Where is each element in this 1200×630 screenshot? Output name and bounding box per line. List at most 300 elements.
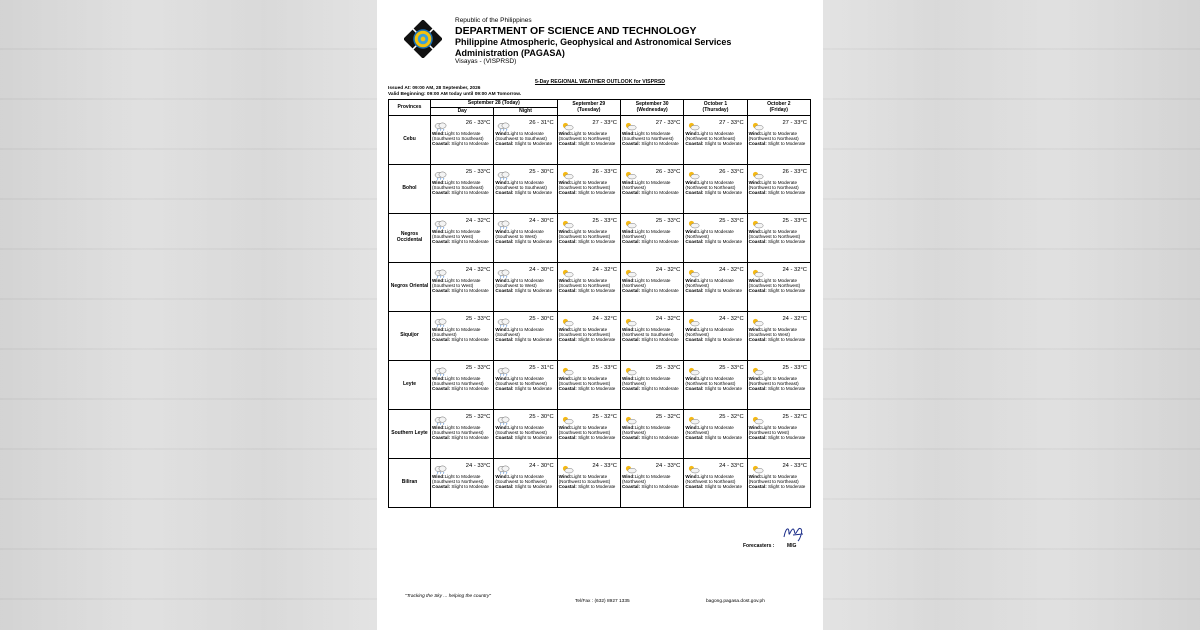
coastal-value: Slight to Moderate (768, 288, 806, 294)
temperature-range: 25 - 33°C (592, 218, 617, 224)
wind-label: Wind: (432, 376, 445, 381)
coastal-value: Slight to Moderate (578, 288, 616, 294)
coastal-label: Coastal: (495, 190, 514, 196)
wind-label: Wind: (685, 131, 699, 136)
forecast-cell (431, 410, 494, 459)
forecast-cell (747, 459, 810, 508)
coastal-label: Coastal: (748, 337, 767, 343)
forecast-cell (557, 116, 620, 165)
temperature-range: 26 - 33°C (465, 120, 491, 126)
province-name: Leyte (389, 361, 431, 410)
footer-website[interactable]: bagong.pagasa.dost.gov.ph (706, 599, 765, 604)
temperature-range: 25 - 33°C (655, 218, 681, 224)
coastal-value: Slight to Moderate (578, 484, 616, 490)
document-title: 5-Day REGIONAL WEATHER OUTLOOK for VISPRSD (534, 79, 666, 85)
wind-value: Light to Moderate (Southwest to Northwest) (748, 229, 801, 240)
forecast-cell (684, 214, 747, 263)
temperature-range: 24 - 32°C (719, 316, 744, 322)
forecast-cell (684, 459, 747, 508)
coastal-value: Slight to Moderate (641, 484, 679, 490)
document-page (377, 0, 823, 630)
wind-label: Wind: (495, 376, 509, 381)
coastal-value: Slight to Moderate (451, 239, 489, 245)
coastal-label: Coastal: (495, 484, 514, 490)
rain-cloud-icon (434, 314, 448, 323)
rain-cloud-icon (434, 216, 448, 225)
forecast-cell (494, 263, 557, 312)
temperature-range: 24 - 32°C (782, 316, 807, 322)
forecast-cell (620, 214, 683, 263)
forecast-cell (620, 410, 683, 459)
wind-value: Light to Moderate (Northwest to Northeast) (685, 474, 736, 485)
forecast-cell (747, 312, 810, 361)
coastal-label: Coastal: (432, 190, 451, 196)
coastal-value: Slight to Moderate (578, 337, 616, 343)
rain-cloud-icon (434, 265, 448, 274)
coastal-label: Coastal: (685, 386, 704, 392)
coastal-label: Coastal: (432, 484, 451, 490)
header-day-3: October 1 (Thursday) (684, 100, 747, 116)
coastal-value: Slight to Moderate (768, 386, 806, 392)
sun-cloud-icon (751, 216, 765, 225)
province-row (389, 410, 811, 459)
rain-cloud-icon (497, 363, 511, 372)
forecast-cell (620, 459, 683, 508)
forecast-cell (620, 165, 683, 214)
temperature-range: 25 - 33°C (592, 365, 617, 371)
wind-label: Wind: (748, 131, 762, 136)
wind-value: Light to Moderate (Northwest to Southwest) (558, 474, 611, 485)
temperature-range: 27 - 33°C (592, 120, 617, 126)
forecast-cell (747, 165, 810, 214)
province-name: Biliran (389, 459, 431, 508)
coastal-label: Coastal: (558, 435, 577, 441)
sun-cloud-icon (687, 314, 701, 323)
temperature-range: 25 - 30°C (529, 169, 554, 175)
wind-value: Light to Moderate (Southwest to Northwest) (558, 376, 611, 387)
province-name: Cebu (389, 116, 431, 165)
coastal-label: Coastal: (432, 435, 451, 441)
wind-label: Wind: (495, 474, 509, 479)
sun-cloud-icon (687, 265, 701, 274)
sun-cloud-icon (624, 167, 638, 176)
sun-cloud-icon (687, 363, 701, 372)
coastal-label: Coastal: (432, 239, 451, 245)
sun-cloud-icon (561, 167, 575, 176)
coastal-value: Slight to Moderate (451, 141, 489, 147)
coastal-label: Coastal: (621, 435, 641, 441)
coastal-value: Slight to Moderate (704, 435, 743, 441)
wind-value: Light to Moderate (Northwest) (621, 180, 671, 191)
sun-cloud-icon (687, 216, 701, 225)
province-name: Negros Occidental (389, 214, 431, 263)
coastal-label: Coastal: (558, 141, 577, 147)
wind-value: Light to Moderate (Southwest to Northwest) (432, 425, 484, 436)
wind-value: Light to Moderate (Southwest to Southeast) (495, 131, 547, 142)
wind-value: Light to Moderate (Northwest to West) (748, 425, 798, 436)
province-name: Siquijor (389, 312, 431, 361)
temperature-range: 24 - 32°C (655, 316, 681, 322)
coastal-label: Coastal: (685, 239, 704, 245)
wind-label: Wind: (495, 180, 509, 185)
forecasters-label: Forecasters : (743, 543, 775, 549)
valid-beginning: Valid Beginning: 09:00 AM today until 09:00 AM Tomorrow. (388, 91, 522, 97)
coastal-value: Slight to Moderate (641, 141, 679, 147)
temperature-range: 25 - 33°C (719, 365, 744, 371)
forecast-cell (431, 214, 494, 263)
wind-label: Wind: (685, 474, 699, 479)
temperature-range: 24 - 32°C (655, 267, 681, 273)
forecast-cell (620, 361, 683, 410)
forecast-cell (494, 410, 557, 459)
coastal-label: Coastal: (685, 141, 704, 147)
coastal-label: Coastal: (748, 435, 767, 441)
rain-cloud-icon (497, 167, 511, 176)
temperature-range: 25 - 33°C (655, 365, 681, 371)
rain-cloud-icon (434, 167, 448, 176)
province-name: Bohol (389, 165, 431, 214)
sun-cloud-icon (624, 412, 638, 421)
forecast-cell (431, 312, 494, 361)
coastal-label: Coastal: (432, 337, 451, 343)
coastal-label: Coastal: (495, 386, 514, 392)
coastal-label: Coastal: (748, 484, 767, 490)
wind-label: Wind: (621, 229, 635, 234)
wind-value: Light to Moderate (Southwest to Northwest) (558, 229, 611, 240)
forecast-cell (557, 312, 620, 361)
province-row (389, 312, 811, 361)
coastal-label: Coastal: (685, 190, 704, 196)
pagasa-logo-icon (404, 20, 442, 58)
coastal-label: Coastal: (558, 337, 577, 343)
sun-cloud-icon (624, 216, 638, 225)
agency-name-line2: Administration (PAGASA) (455, 47, 565, 58)
coastal-label: Coastal: (558, 190, 577, 196)
wind-value: Light to Moderate (Northwest) (621, 474, 671, 485)
wind-value: Light to Moderate (Northwest to Northeast) (685, 376, 736, 387)
wind-label: Wind: (748, 474, 762, 479)
coastal-value: Slight to Moderate (514, 141, 553, 147)
temperature-range: 25 - 33°C (465, 316, 491, 322)
province-name: Southern Leyte (389, 410, 431, 459)
sun-cloud-icon (624, 363, 638, 372)
coastal-label: Coastal: (621, 141, 641, 147)
coastal-label: Coastal: (495, 337, 514, 343)
wind-label: Wind: (432, 131, 445, 136)
coastal-value: Slight to Moderate (641, 239, 679, 245)
sun-cloud-icon (751, 118, 765, 127)
wind-label: Wind: (558, 180, 572, 185)
coastal-label: Coastal: (432, 288, 451, 294)
temperature-range: 26 - 33°C (592, 169, 617, 175)
temperature-range: 24 - 32°C (465, 267, 491, 273)
coastal-label: Coastal: (748, 190, 767, 196)
coastal-value: Slight to Moderate (514, 190, 553, 196)
forecast-cell (684, 361, 747, 410)
coastal-value: Slight to Moderate (704, 288, 743, 294)
wind-value: Light to Moderate (Southwest to West) (432, 229, 481, 240)
coastal-value: Slight to Moderate (641, 386, 679, 392)
wind-label: Wind: (621, 131, 635, 136)
sun-cloud-icon (687, 412, 701, 421)
coastal-label: Coastal: (621, 386, 641, 392)
coastal-value: Slight to Moderate (514, 288, 553, 294)
temperature-range: 24 - 33°C (782, 463, 807, 469)
coastal-label: Coastal: (495, 141, 514, 147)
letterhead (455, 17, 731, 66)
wind-label: Wind: (621, 376, 635, 381)
wind-value: Light to Moderate (Northwest) (685, 425, 734, 436)
sun-cloud-icon (687, 118, 701, 127)
wind-label: Wind: (495, 327, 509, 332)
wind-value: Light to Moderate (Southwest to Northwest) (621, 131, 674, 142)
coastal-value: Slight to Moderate (641, 190, 679, 196)
forecast-cell (747, 116, 810, 165)
coastal-value: Slight to Moderate (768, 435, 806, 441)
temperature-range: 25 - 30°C (529, 316, 554, 322)
coastal-label: Coastal: (621, 484, 641, 490)
forecast-cell (747, 361, 810, 410)
temperature-range: 25 - 33°C (465, 169, 491, 175)
header-today-night: Night (494, 108, 557, 116)
coastal-value: Slight to Moderate (514, 337, 553, 343)
coastal-label: Coastal: (748, 288, 767, 294)
temperature-range: 27 - 33°C (782, 120, 807, 126)
coastal-value: Slight to Moderate (451, 190, 489, 196)
province-name: Negros Oriental (389, 263, 431, 312)
wind-value: Light to Moderate (Southwest to Northwest) (432, 474, 484, 485)
wind-label: Wind: (748, 327, 762, 332)
temperature-range: 25 - 33°C (465, 365, 491, 371)
temperature-range: 25 - 32°C (592, 414, 617, 420)
coastal-value: Slight to Moderate (514, 239, 553, 245)
temperature-range: 25 - 33°C (782, 365, 807, 371)
temperature-range: 24 - 32°C (592, 267, 617, 273)
forecast-cell (684, 263, 747, 312)
forecaster-name: MIG (787, 543, 797, 549)
wind-label: Wind: (558, 376, 572, 381)
coastal-label: Coastal: (558, 484, 577, 490)
wind-label: Wind: (558, 474, 572, 479)
wind-label: Wind: (621, 278, 635, 283)
coastal-value: Slight to Moderate (578, 190, 616, 196)
wind-value: Light to Moderate (Southwest to Northwest) (495, 474, 547, 485)
coastal-value: Slight to Moderate (641, 288, 679, 294)
temperature-range: 25 - 32°C (655, 414, 681, 420)
wind-label: Wind: (558, 229, 572, 234)
coastal-value: Slight to Moderate (578, 435, 616, 441)
coastal-value: Slight to Moderate (451, 337, 489, 343)
coastal-value: Slight to Moderate (641, 435, 679, 441)
sun-cloud-icon (751, 363, 765, 372)
forecast-cell (684, 116, 747, 165)
wind-label: Wind: (685, 425, 699, 430)
temperature-range: 25 - 32°C (782, 414, 807, 420)
wind-value: Light to Moderate (Northwest) (685, 327, 734, 338)
temperature-range: 25 - 32°C (465, 414, 491, 420)
background-left (0, 0, 377, 630)
header-provinces: Provinces (389, 100, 431, 116)
forecast-cell (620, 312, 683, 361)
coastal-value: Slight to Moderate (451, 435, 489, 441)
forecast-cell (747, 263, 810, 312)
wind-label: Wind: (495, 229, 509, 234)
temperature-range: 24 - 32°C (592, 316, 617, 322)
wind-value: Light to Moderate (Northwest to Northeast) (685, 131, 736, 142)
temperature-range: 25 - 30°C (529, 414, 554, 420)
sun-cloud-icon (624, 265, 638, 274)
coastal-label: Coastal: (558, 239, 577, 245)
forecast-cell (747, 410, 810, 459)
temperature-range: 26 - 33°C (655, 169, 681, 175)
sun-cloud-icon (561, 363, 575, 372)
coastal-label: Coastal: (748, 141, 767, 147)
temperature-range: 24 - 33°C (655, 463, 681, 469)
header-day-2: September 30 (Wednesday) (620, 100, 683, 116)
wind-value: Light to Moderate (Northwest) (621, 278, 671, 289)
coastal-label: Coastal: (432, 141, 451, 147)
coastal-label: Coastal: (432, 386, 451, 392)
wind-label: Wind: (685, 278, 699, 283)
wind-value: Light to Moderate (Northwest to Northeast) (748, 376, 799, 387)
province-row (389, 263, 811, 312)
forecast-cell (494, 459, 557, 508)
rain-cloud-icon (497, 412, 511, 421)
forecast-cell (684, 312, 747, 361)
coastal-value: Slight to Moderate (451, 288, 489, 294)
rain-cloud-icon (434, 363, 448, 372)
forecast-cell (431, 459, 494, 508)
forecast-cell (557, 165, 620, 214)
wind-value: Light to Moderate (Southwest to West) (495, 229, 544, 240)
coastal-label: Coastal: (685, 337, 704, 343)
coastal-value: Slight to Moderate (641, 337, 679, 343)
sun-cloud-icon (751, 314, 765, 323)
wind-label: Wind: (558, 278, 572, 283)
wind-value: Light to Moderate (Southwest to Northwest) (558, 425, 611, 436)
wind-label: Wind: (432, 278, 445, 283)
wind-label: Wind: (748, 229, 762, 234)
forecast-cell (431, 361, 494, 410)
wind-label: Wind: (432, 229, 445, 234)
wind-value: Light to Moderate (Southwest to Northwest) (432, 376, 484, 387)
wind-value: Light to Moderate (Southwest to Northwest) (558, 327, 611, 338)
sun-cloud-icon (751, 265, 765, 274)
coastal-value: Slight to Moderate (451, 386, 489, 392)
wind-value: Light to Moderate (Southwest to Southeast) (432, 131, 484, 142)
temperature-range: 25 - 33°C (719, 218, 744, 224)
coastal-value: Slight to Moderate (704, 190, 743, 196)
forecaster-signature (781, 523, 807, 543)
header-today-day: Day (431, 108, 494, 116)
temperature-range: 24 - 30°C (529, 463, 554, 469)
wind-label: Wind: (432, 180, 445, 185)
wind-label: Wind: (685, 327, 699, 332)
forecast-cell (747, 214, 810, 263)
coastal-value: Slight to Moderate (704, 239, 743, 245)
header-day-4: October 2 (Friday) (747, 100, 810, 116)
coastal-value: Slight to Moderate (768, 190, 806, 196)
temperature-range: 24 - 30°C (529, 218, 554, 224)
coastal-value: Slight to Moderate (768, 484, 806, 490)
forecast-cell (684, 165, 747, 214)
wind-value: Light to Moderate (Southwest to Northwest) (495, 376, 547, 387)
coastal-label: Coastal: (621, 337, 641, 343)
forecast-cell (494, 116, 557, 165)
wind-value: Light to Moderate (Northwest to Northeast) (685, 180, 736, 191)
province-row (389, 165, 811, 214)
rain-cloud-icon (434, 412, 448, 421)
wind-value: Light to Moderate (Northwest) (621, 425, 671, 436)
wind-label: Wind: (621, 474, 635, 479)
forecast-cell (557, 361, 620, 410)
coastal-value: Slight to Moderate (768, 141, 806, 147)
wind-label: Wind: (432, 425, 445, 430)
temperature-range: 24 - 33°C (719, 463, 744, 469)
coastal-value: Slight to Moderate (514, 435, 553, 441)
coastal-label: Coastal: (621, 288, 641, 294)
province-row (389, 361, 811, 410)
forecast-cell (494, 312, 557, 361)
temperature-range: 27 - 33°C (719, 120, 744, 126)
wind-value: Light to Moderate (Northwest to Northeast) (748, 131, 799, 142)
coastal-value: Slight to Moderate (768, 239, 806, 245)
wind-label: Wind: (685, 229, 699, 234)
rain-cloud-icon (434, 461, 448, 470)
temperature-range: 24 - 33°C (465, 463, 491, 469)
wind-label: Wind: (495, 425, 509, 430)
sun-cloud-icon (624, 314, 638, 323)
coastal-label: Coastal: (685, 435, 704, 441)
wind-label: Wind: (621, 180, 635, 185)
sun-cloud-icon (561, 412, 575, 421)
coastal-label: Coastal: (558, 386, 577, 392)
sun-cloud-icon (751, 461, 765, 470)
issued-at: Issued At: 09:00 AM, 28 September, 2026 (388, 86, 481, 91)
wind-label: Wind: (558, 131, 572, 136)
wind-label: Wind: (748, 425, 762, 430)
forecast-cell (431, 165, 494, 214)
temperature-range: 25 - 31°C (529, 365, 554, 371)
forecast-cell (620, 116, 683, 165)
temperature-range: 26 - 31°C (529, 120, 554, 126)
forecast-cell (431, 116, 494, 165)
wind-value: Light to Moderate (Southwest to Northwest) (748, 278, 801, 289)
rain-cloud-icon (434, 118, 448, 127)
province-row (389, 116, 811, 165)
wind-label: Wind: (685, 180, 699, 185)
forecast-cell (557, 263, 620, 312)
header-day-1: September 29 (Tuesday) (557, 100, 620, 116)
sun-cloud-icon (561, 118, 575, 127)
forecast-table (388, 99, 811, 508)
coastal-value: Slight to Moderate (578, 386, 616, 392)
coastal-label: Coastal: (495, 239, 514, 245)
wind-value: Light to Moderate (Southwest to West) (748, 327, 798, 338)
department-name: DEPARTMENT OF SCIENCE AND TECHNOLOGY (455, 25, 697, 37)
temperature-range: 24 - 33°C (592, 463, 617, 469)
sun-cloud-icon (624, 461, 638, 470)
issue-info (388, 86, 521, 98)
forecast-cell (557, 410, 620, 459)
coastal-value: Slight to Moderate (704, 484, 743, 490)
forecast-cell (557, 214, 620, 263)
coastal-value: Slight to Moderate (578, 141, 616, 147)
coastal-label: Coastal: (685, 484, 704, 490)
temperature-range: 27 - 33°C (655, 120, 681, 126)
forecast-cell (684, 410, 747, 459)
wind-value: Light to Moderate (Northwest) (621, 376, 671, 387)
